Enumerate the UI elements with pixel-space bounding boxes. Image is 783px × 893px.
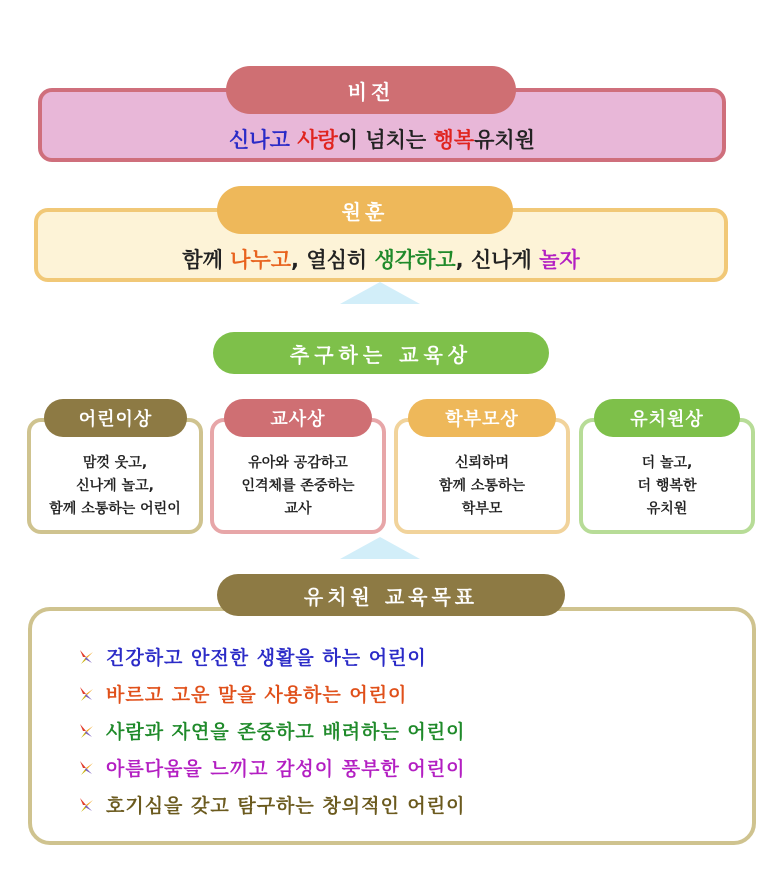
card-line: 유치원 xyxy=(646,501,688,517)
goals-title: 유치원 교육목표 xyxy=(217,574,565,616)
up-arrow-icon xyxy=(340,537,420,559)
vision-statement xyxy=(38,124,726,154)
card-child-label: 어린이상 xyxy=(44,399,187,437)
goal-item xyxy=(78,786,465,823)
goal-text: 사람과 자연을 존중하고 배려하는 어린이 xyxy=(106,721,466,743)
goal-text: 바르고 고운 말을 사용하는 어린이 xyxy=(106,684,408,706)
vision-title: 비전 xyxy=(226,66,516,114)
vision-seg: 이 넘치는 xyxy=(337,128,434,152)
motto-seg: 놀자 xyxy=(539,248,580,272)
goal-text: 아름다움을 느끼고 감성이 풍부한 어린이 xyxy=(106,758,466,780)
card-parent-label: 학부모상 xyxy=(408,399,556,437)
goal-item xyxy=(78,712,465,749)
up-arrow-icon xyxy=(340,282,420,304)
bullet-icon xyxy=(78,760,94,776)
goal-text: 건강하고 안전한 생활을 하는 어린이 xyxy=(106,647,427,669)
motto-seg: , 신나게 xyxy=(455,248,540,272)
goal-item xyxy=(78,749,465,786)
motto-seg: 생각하고 xyxy=(374,248,456,272)
ideals-title: 추구하는 교육상 xyxy=(213,332,549,374)
card-line: 더 행복한 xyxy=(637,478,697,494)
vision-seg: 유치원 xyxy=(474,128,535,152)
goals-list xyxy=(78,638,465,823)
motto-statement xyxy=(34,244,728,274)
card-kindergarten-text xyxy=(579,452,755,521)
bullet-icon xyxy=(78,797,94,813)
motto-seg: 함께 xyxy=(182,248,231,272)
bullet-icon xyxy=(78,649,94,665)
card-child-text xyxy=(27,452,203,521)
card-teacher-label: 교사상 xyxy=(224,399,372,437)
card-line: 신나게 놀고, xyxy=(76,478,154,494)
card-kindergarten-label: 유치원상 xyxy=(594,399,740,437)
card-line: 학부모 xyxy=(461,501,503,517)
bullet-icon xyxy=(78,686,94,702)
vision-seg: 행복 xyxy=(433,128,475,152)
card-line: 유아와 공감하고 xyxy=(248,455,348,471)
card-line: 인격체를 존중하는 xyxy=(241,478,355,494)
card-line: 교사 xyxy=(284,501,312,517)
card-line: 함께 소통하는 어린이 xyxy=(49,501,181,517)
motto-seg: , 열심히 xyxy=(291,248,375,272)
goal-item xyxy=(78,638,465,675)
goal-text: 호기심을 갖고 탐구하는 창의적인 어린이 xyxy=(106,795,466,817)
motto-title: 원훈 xyxy=(217,186,513,234)
vision-seg: 사랑 xyxy=(297,128,338,152)
goal-item xyxy=(78,675,465,712)
card-line: 신뢰하며 xyxy=(454,455,510,471)
card-parent-text xyxy=(394,452,570,521)
motto-seg: 나누고 xyxy=(230,248,292,272)
card-line: 맘껏 웃고, xyxy=(82,455,148,471)
card-line: 더 놀고, xyxy=(641,455,693,471)
card-line: 함께 소통하는 xyxy=(438,478,526,494)
bullet-icon xyxy=(78,723,94,739)
vision-seg: 신나고 xyxy=(229,128,290,152)
card-teacher-text xyxy=(210,452,386,521)
